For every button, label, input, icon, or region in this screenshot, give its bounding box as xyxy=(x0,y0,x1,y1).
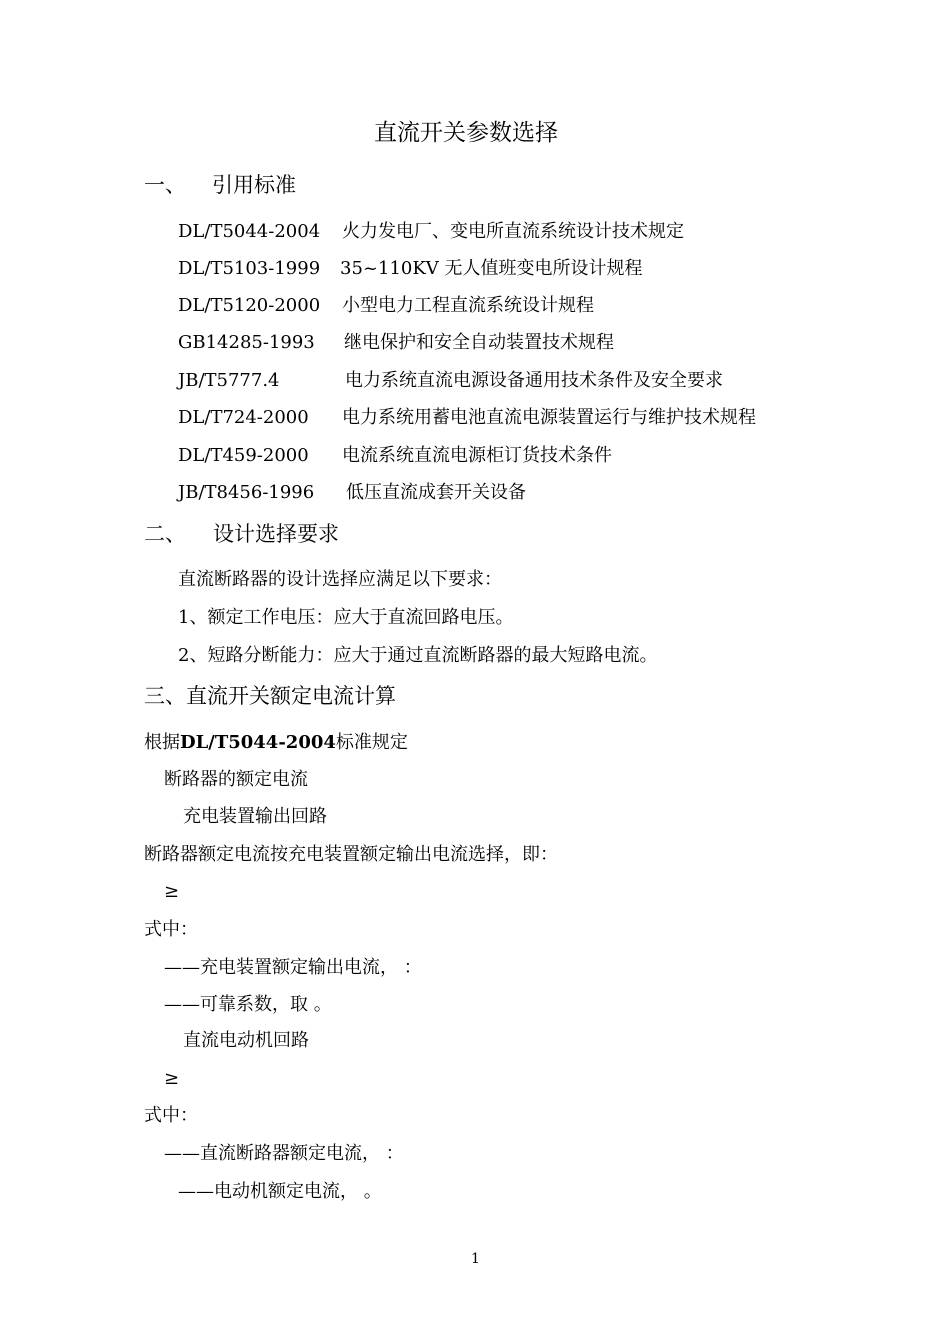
basis-prefix: 根据 xyxy=(144,732,180,753)
where-label-2: 式中： xyxy=(144,1105,198,1126)
standard-row xyxy=(178,482,526,503)
standard-code: GB14285-1993 xyxy=(178,332,315,353)
basis-code: DL/T5044-2004 xyxy=(180,732,336,753)
standard-desc: 电流系统直流电源柜订货技术条件 xyxy=(342,445,612,466)
standard-code: DL/T5103-1999 xyxy=(178,258,321,279)
section-1-title: 引用标准 xyxy=(212,173,296,197)
standard-row xyxy=(178,445,612,466)
standard-desc: 低压直流成套开关设备 xyxy=(346,482,526,503)
standard-code: DL/T724-2000 xyxy=(178,407,309,428)
formula-ge-1: ≥ xyxy=(164,881,180,902)
standard-code: JB/T5777.4 xyxy=(178,370,280,391)
requirements-intro: 直流断路器的设计选择应满足以下要求： xyxy=(178,569,502,590)
standard-desc: 小型电力工程直流系统设计规程 xyxy=(342,295,594,316)
definition-line: ——直流断路器额定电流， ： xyxy=(164,1143,404,1164)
standard-row xyxy=(178,332,614,353)
definition-line: ——充电装置额定输出电流， ： xyxy=(164,957,422,978)
page-title: 直流开关参数选择 xyxy=(374,120,558,146)
section-2-title: 设计选择要求 xyxy=(213,522,339,546)
subheading-charger-output: 充电装置输出回路 xyxy=(183,806,327,827)
section-1-heading xyxy=(144,173,296,197)
standard-desc: 电力系统用蓄电池直流电源装置运行与维护技术规程 xyxy=(342,407,756,428)
basis-suffix: 标准规定 xyxy=(335,732,408,753)
definition-line: ——电动机额定电流， 。 xyxy=(178,1181,382,1202)
definition-line: ——可靠系数，取 。 xyxy=(164,994,332,1015)
formula-ge-2: ≥ xyxy=(164,1068,180,1089)
standard-row xyxy=(178,370,723,391)
standard-row xyxy=(178,258,643,279)
section-3-heading: 三、直流开关额定电流计算 xyxy=(144,684,396,708)
page-number: 1 xyxy=(471,1251,480,1267)
standard-desc: 继电保护和安全自动装置技术规程 xyxy=(344,332,614,353)
subheading-rated-current: 断路器的额定电流 xyxy=(164,769,308,790)
standard-code: DL/T5120-2000 xyxy=(178,295,321,316)
requirement-item: 1、额定工作电压：应大于直流回路电压。 xyxy=(178,607,514,628)
section-1-number: 一、 xyxy=(144,173,186,197)
standard-code: JB/T8456-1996 xyxy=(178,482,315,503)
section-2-number: 二、 xyxy=(144,522,186,546)
standard-code: DL/T5044-2004 xyxy=(178,221,321,242)
standard-row xyxy=(178,295,594,316)
requirement-item: 2、短路分断能力：应大于通过直流断路器的最大短路电流。 xyxy=(178,645,658,666)
selection-rule: 断路器额定电流按充电装置额定输出电流选择，即： xyxy=(144,844,558,865)
standard-row xyxy=(178,221,684,242)
standard-row xyxy=(178,407,756,428)
basis-line xyxy=(144,734,408,752)
standard-desc: 电力系统直流电源设备通用技术条件及安全要求 xyxy=(345,370,723,391)
where-label-1: 式中： xyxy=(144,919,198,940)
standard-code: DL/T459-2000 xyxy=(178,445,309,466)
subheading-dc-motor: 直流电动机回路 xyxy=(183,1030,309,1051)
section-2-heading xyxy=(144,522,339,546)
standard-desc: 火力发电厂、变电所直流系统设计技术规定 xyxy=(342,221,684,242)
standard-desc: 35~110KV 无人值班变电所设计规程 xyxy=(340,258,643,279)
